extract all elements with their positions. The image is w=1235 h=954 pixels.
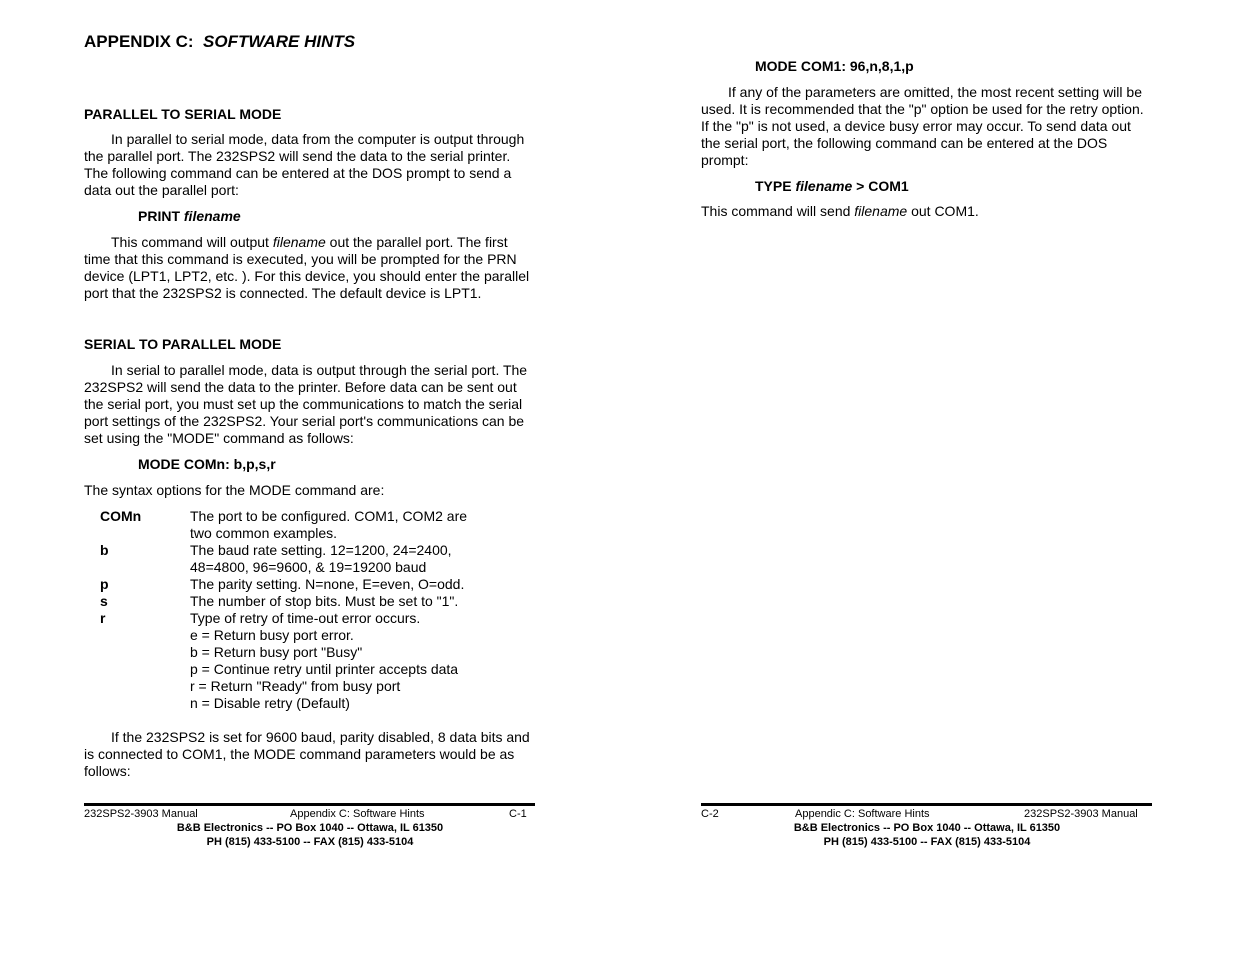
footer-address: B&B Electronics -- PO Box 1040 -- Ottawa, IL 61350 xyxy=(176,822,444,834)
footer-middle: Appendix C: Software Hints xyxy=(290,808,425,820)
option-description-line: p = Continue retry until printer accepts data xyxy=(190,661,459,677)
type-command-keyword: TYPE xyxy=(755,178,792,194)
option-description-line: The number of stop bits. Must be set to "1". xyxy=(190,593,459,609)
section1-paragraph: In parallel to serial mode, data from the computer is output through the parallel port. The 232SPS2 will send the data to the serial printer. The following command can be entered at the DOS prompt to send a data out the parallel port: xyxy=(84,131,525,198)
print-command-arg: filename xyxy=(183,208,241,224)
section-heading-serial-to-parallel: SERIAL TO PARALLEL MODE xyxy=(84,336,282,352)
option-description-line: two common examples. xyxy=(190,525,338,541)
right-para2-pre: This command will send xyxy=(701,203,855,219)
footer-page-number: C-1 xyxy=(509,808,527,820)
option-description-line: Type of retry of time-out error occurs. xyxy=(190,610,421,626)
option-key: p xyxy=(100,576,109,592)
option-description-line: The baud rate setting. 12=1200, 24=2400, xyxy=(190,542,452,558)
left-page xyxy=(84,0,536,954)
right-paragraph-2 xyxy=(701,203,979,220)
mode-options-list xyxy=(84,508,536,718)
footer-left: 232SPS2-3903 Manual xyxy=(84,808,198,820)
right-paragraph-1: If any of the parameters are omitted, the most recent setting will be used. It is recommended that the "p" option be used for the retry option. If the "p" is not used, a device busy error may occur. To send data out the serial port, the following command can be entered at the DOS prompt: xyxy=(701,84,1144,168)
type-command xyxy=(755,178,909,195)
section2-paragraph: In serial to parallel mode, data is output through the serial port. The 232SPS2 will send the data to the printer. Before data can be sent out the serial port, you must set up the communications to match the serial port settings of the 232SPS2. Your serial port's communications can be set using the "MODE" command as follows: xyxy=(84,362,528,446)
footer-address: B&B Electronics -- PO Box 1040 -- Ottawa, IL 61350 xyxy=(793,822,1061,834)
mode-command: MODE COMn: b,p,s,r xyxy=(138,456,276,472)
footer-phone: PH (815) 433-5100 -- FAX (815) 433-5104 xyxy=(206,836,414,848)
syntax-intro: The syntax options for the MODE command are: xyxy=(84,482,385,498)
option-key: s xyxy=(100,593,108,609)
mode-com1-command: MODE COM1: 96,n,8,1,p xyxy=(755,58,914,74)
footer-right: 232SPS2-3903 Manual xyxy=(1024,808,1138,820)
type-command-tail: > COM1 xyxy=(856,178,909,194)
option-description-line: r = Return "Ready" from busy port xyxy=(190,678,401,694)
title-main: SOFTWARE HINTS xyxy=(203,32,356,51)
section1-para2-pre: This command will output xyxy=(111,234,273,250)
footer-phone: PH (815) 433-5100 -- FAX (815) 433-5104 xyxy=(823,836,1031,848)
option-key: b xyxy=(100,542,109,558)
print-command-keyword: PRINT xyxy=(138,208,180,224)
section1-para2-post: out the parallel port. The first time that this command is executed, you will be prompted for the PRN device (LPT1, LPT2, etc. ). For this device, you should enter the parallel port that the 232SPS2 is connected. The default device is LPT1. xyxy=(84,234,530,301)
option-description-line: The parity setting. N=none, E=even, O=odd. xyxy=(190,576,465,592)
section-heading-parallel-to-serial: PARALLEL TO SERIAL MODE xyxy=(84,106,282,122)
option-description-line: The port to be configured. COM1, COM2 are xyxy=(190,508,468,524)
footer-middle: Appendic C: Software Hints xyxy=(795,808,930,820)
option-description-line: 48=4800, 96=9600, & 19=19200 baud xyxy=(190,559,427,575)
page-title xyxy=(84,32,355,52)
footer-page-number: C-2 xyxy=(701,808,719,820)
option-key: COMn xyxy=(100,508,142,524)
footer-rule xyxy=(701,803,1152,806)
right-para2-em: filename xyxy=(854,203,908,219)
right-page xyxy=(701,0,1153,954)
closing-paragraph: If the 232SPS2 is set for 9600 baud, parity disabled, 8 data bits and is connected to COM1, the MODE command parameters would be as follows: xyxy=(84,729,530,779)
section1-para2-em: filename xyxy=(272,234,326,250)
option-description-line: b = Return busy port "Busy" xyxy=(190,644,363,660)
option-description-line: e = Return busy port error. xyxy=(190,627,354,643)
footer-rule xyxy=(84,803,535,806)
section1-paragraph-2 xyxy=(84,234,536,302)
type-command-arg: filename xyxy=(795,178,853,194)
print-command xyxy=(138,208,241,225)
title-prefix: APPENDIX C: xyxy=(84,32,194,51)
option-key: r xyxy=(100,610,106,626)
option-description-line: n = Disable retry (Default) xyxy=(190,695,350,711)
right-para2-post: out COM1. xyxy=(907,203,979,219)
